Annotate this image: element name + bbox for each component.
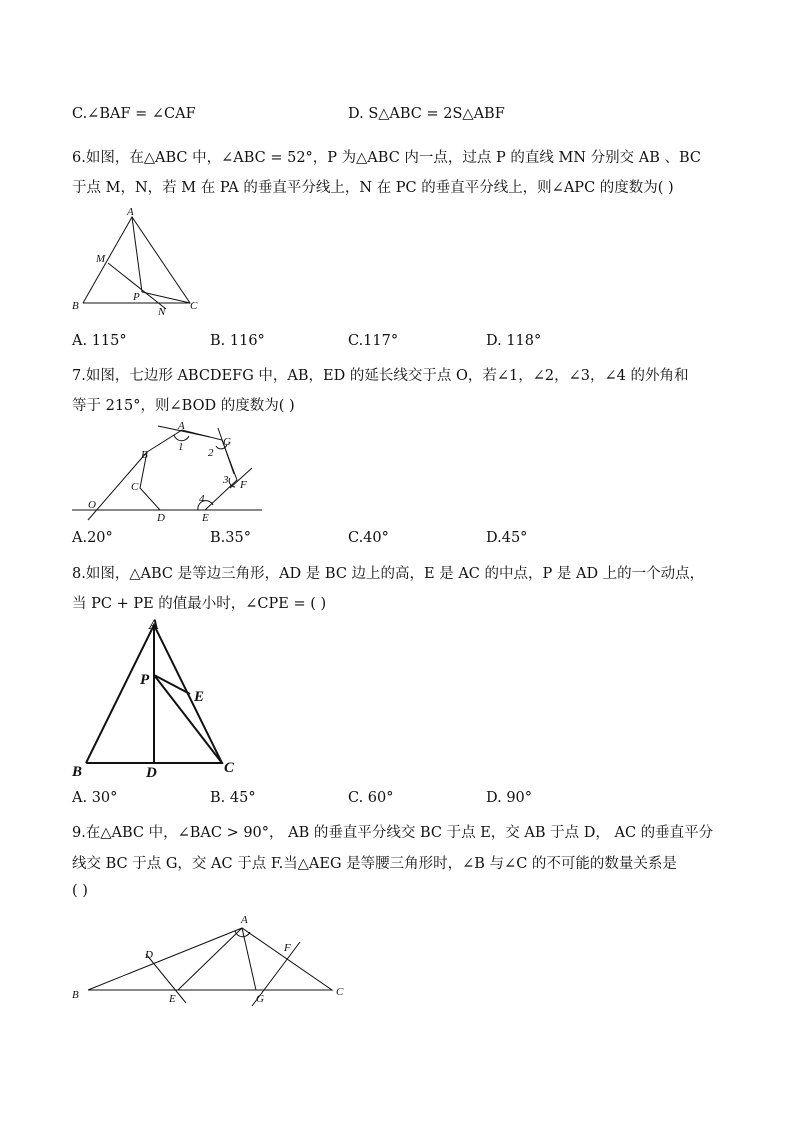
q8-label-b: B xyxy=(72,764,83,780)
q8-figure xyxy=(70,615,245,785)
q8-option-c: C. 60° xyxy=(348,790,394,806)
q6-segment-ap xyxy=(132,217,142,292)
q9-label-b: B xyxy=(72,989,79,1001)
q9-segment-ag xyxy=(242,928,256,990)
q6-label-p: P xyxy=(133,291,140,303)
q7-angle-1 xyxy=(174,435,189,441)
q7-label-f: F xyxy=(240,479,247,491)
q6-label-m: M xyxy=(96,253,106,265)
q8-label-p: P xyxy=(140,672,150,688)
q8-option-b: B. 45° xyxy=(210,790,256,806)
q7-label-1: 1 xyxy=(178,441,184,453)
q8-label-e: E xyxy=(194,689,205,705)
q9-label-c: C xyxy=(336,986,344,998)
q6-option-b: B. 116° xyxy=(210,333,265,349)
q6-figure xyxy=(70,205,205,320)
q7-label-b: B xyxy=(141,449,148,461)
q6-segment-pc xyxy=(142,292,190,303)
q7-text-line1: 7.如图，七边形 ABCDEFG 中，AB，ED 的延长线交于点 O，若∠1，∠2，∠3，∠4 的外角和 xyxy=(72,368,689,384)
q7-label-g: G xyxy=(223,436,231,448)
q7-label-e: E xyxy=(202,512,209,524)
q7-option-a: A.20° xyxy=(72,530,113,546)
q7-text-line2: 等于 215°，则∠BOD 的度数为( ) xyxy=(72,398,295,414)
q6-label-c: C xyxy=(190,300,198,312)
q5-option-d: D. S△ABC = 2S△ABF xyxy=(348,106,505,122)
q6-text-line1: 6.如图，在△ABC 中，∠ABC = 52°，P 为△ABC 内一点，过点 P 的直线 MN 分别交 AB 、BC xyxy=(72,150,701,166)
q9-label-a: A xyxy=(241,914,248,926)
q8-label-a: A xyxy=(149,617,160,633)
q7-option-d: D.45° xyxy=(486,530,528,546)
q7-extension-g xyxy=(218,428,234,474)
q7-label-c: C xyxy=(131,481,139,493)
q9-label-e: E xyxy=(169,993,176,1005)
q6-label-b: B xyxy=(72,300,79,312)
q8-label-c: C xyxy=(224,760,235,776)
q9-label-d: D xyxy=(145,949,153,961)
q9-label-g: G xyxy=(256,993,264,1005)
q9-segment-ae xyxy=(178,928,242,990)
q6-text-line2: 于点 M，N，若 M 在 PA 的垂直平分线上，N 在 PC 的垂直平分线上，则∠APC 的度数为( ) xyxy=(72,180,674,196)
q7-option-c: C.40° xyxy=(348,530,389,546)
q9-text-line3: ( ) xyxy=(72,883,88,899)
q9-text-line2: 线交 BC 于点 G，交 AC 于点 F.当△AEG 是等腰三角形时，∠B 与∠C 的不可能的数量关系是 xyxy=(72,856,677,872)
q8-text-line2: 当 PC + PE 的值最小时，∠CPE = ( ) xyxy=(72,596,327,612)
q6-option-d: D. 118° xyxy=(486,333,542,349)
q7-figure xyxy=(70,418,265,528)
q7-option-b: B.35° xyxy=(210,530,251,546)
q6-option-a: A. 115° xyxy=(72,333,127,349)
q7-label-d: D xyxy=(157,512,165,524)
q6-option-c: C.117° xyxy=(348,333,399,349)
q7-label-3: 3 xyxy=(223,474,229,486)
q9-text-line1: 9.在△ABC 中，∠BAC > 90°， AB 的垂直平分线交 BC 于点 E，交 AB 于点 D， AC 的垂直平分 xyxy=(72,825,714,841)
q7-label-a: A xyxy=(178,420,185,432)
q7-label-o: O xyxy=(88,499,96,511)
q7-label-2: 2 xyxy=(208,447,214,459)
q9-label-f: F xyxy=(284,942,291,954)
q7-label-4: 4 xyxy=(199,493,205,505)
q8-label-d: D xyxy=(146,765,157,781)
q8-option-a: A. 30° xyxy=(72,790,118,806)
q5-option-c: C.∠BAF = ∠CAF xyxy=(72,106,196,122)
q6-label-a: A xyxy=(127,206,134,218)
q8-option-d: D. 90° xyxy=(486,790,533,806)
q8-text-line1: 8.如图，△ABC 是等边三角形，AD 是 BC 边上的高，E 是 AC 的中点，P 是 AD 上的一个动点， xyxy=(72,566,705,582)
q9-bisector-de xyxy=(146,954,186,1003)
q6-label-n: N xyxy=(158,306,166,318)
q8-segment-pc xyxy=(154,675,222,763)
q8-segment-pe xyxy=(154,675,190,694)
q9-figure xyxy=(70,910,355,1010)
